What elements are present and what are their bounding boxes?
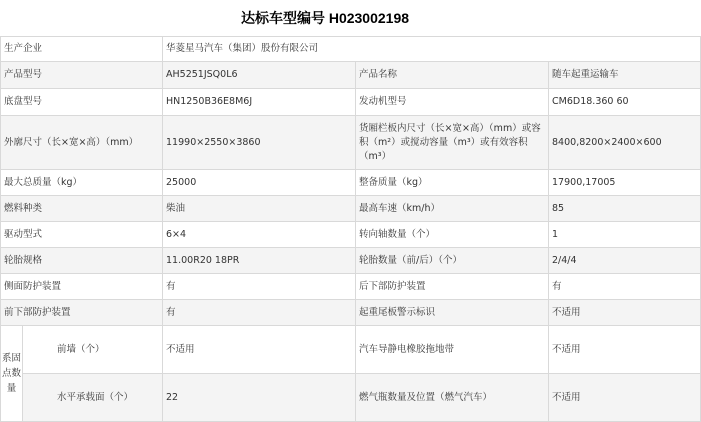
spec-value: CM6D18.360 60 xyxy=(549,89,701,116)
spec-row xyxy=(1,62,701,89)
fixing-row xyxy=(1,374,701,422)
spec-label: 货厢栏板内尺寸（长×宽×高）（mm）或容积（m²）或搅动容量（m³）或有效容积（m³） xyxy=(356,116,549,170)
spec-row-manufacturer xyxy=(1,37,701,62)
spec-value: 85 xyxy=(549,196,701,222)
spec-label: 底盘型号 xyxy=(1,89,163,116)
spec-label: 发动机型号 xyxy=(356,89,549,116)
fixing-row xyxy=(1,326,701,374)
spec-label: 外廓尺寸（长×宽×高）（mm） xyxy=(1,116,163,170)
spec-row xyxy=(1,89,701,116)
spec-label: 最大总质量（kg） xyxy=(1,170,163,196)
spec-value: 6×4 xyxy=(163,222,356,248)
spec-value: AH5251JSQ0L6 xyxy=(163,62,356,89)
spec-label: 燃料种类 xyxy=(1,196,163,222)
spec-label: 水平承载面（个） xyxy=(23,374,163,422)
spec-value: 25000 xyxy=(163,170,356,196)
spec-value: 不适用 xyxy=(163,326,356,374)
spec-value: 华菱星马汽车（集团）股份有限公司 xyxy=(163,37,701,62)
spec-value: 17900,17005 xyxy=(549,170,701,196)
spec-value: 有 xyxy=(163,300,356,326)
spec-value: 有 xyxy=(163,274,356,300)
page-title: 达标车型编号 H023002198 xyxy=(240,10,410,26)
spec-row xyxy=(1,196,701,222)
spec-label: 整备质量（kg） xyxy=(356,170,549,196)
spec-row xyxy=(1,222,701,248)
spec-label: 前墙（个） xyxy=(23,326,163,374)
spec-value: 有 xyxy=(549,274,701,300)
spec-label: 后下部防护装置 xyxy=(356,274,549,300)
spec-row xyxy=(1,300,701,326)
spec-value: HN1250B36E8M6J xyxy=(163,89,356,116)
spec-label: 轮胎规格 xyxy=(1,248,163,274)
spec-value: 1 xyxy=(549,222,701,248)
spec-value: 随车起重运输车 xyxy=(549,62,701,89)
spec-label: 汽车导静电橡胶拖地带 xyxy=(356,326,549,374)
spec-value: 22 xyxy=(163,374,356,422)
spec-label: 转向轴数量（个） xyxy=(356,222,549,248)
spec-row xyxy=(1,248,701,274)
spec-label: 前下部防护装置 xyxy=(1,300,163,326)
spec-value: 不适用 xyxy=(549,300,701,326)
spec-label: 最高车速（km/h） xyxy=(356,196,549,222)
spec-label: 燃气瓶数量及位置（燃气汽车） xyxy=(356,374,549,422)
spec-table xyxy=(0,36,701,422)
spec-label: 轮胎数量（前/后）（个） xyxy=(356,248,549,274)
spec-value: 柴油 xyxy=(163,196,356,222)
spec-label: 驱动型式 xyxy=(1,222,163,248)
spec-label: 起重尾板警示标识 xyxy=(356,300,549,326)
spec-row xyxy=(1,170,701,196)
spec-value: 8400,8200×2400×600 xyxy=(549,116,701,170)
spec-label: 产品名称 xyxy=(356,62,549,89)
spec-value: 11990×2550×3860 xyxy=(163,116,356,170)
spec-label: 生产企业 xyxy=(1,37,163,62)
spec-value: 不适用 xyxy=(549,374,701,422)
spec-label: 产品型号 xyxy=(1,62,163,89)
spec-row xyxy=(1,116,701,170)
spec-value: 11.00R20 18PR xyxy=(163,248,356,274)
spec-value: 不适用 xyxy=(549,326,701,374)
spec-value: 2/4/4 xyxy=(549,248,701,274)
fixing-points-group-label: 系固点数量 xyxy=(1,326,23,422)
spec-label: 侧面防护装置 xyxy=(1,274,163,300)
spec-row xyxy=(1,274,701,300)
